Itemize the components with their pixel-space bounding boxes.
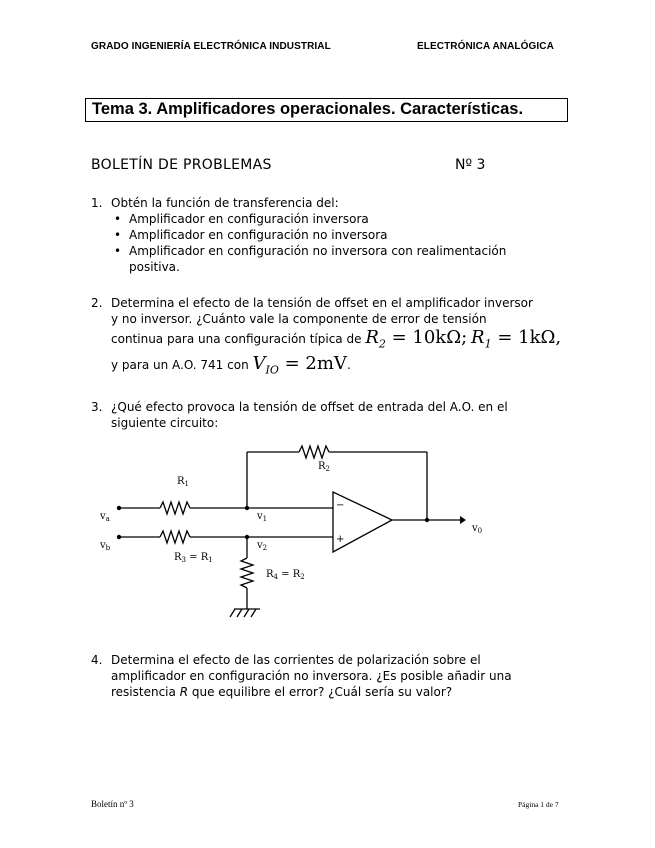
output-arrow-icon (460, 516, 466, 524)
problem-4-line-1: Determina el efecto de las corrientes de polarización sobre el (111, 653, 481, 667)
formula-vio: $V_{IO} = 2mV$ (252, 353, 347, 377)
problem-3-number: 3. (91, 400, 103, 414)
header-course: GRADO INGENIERÍA ELECTRÓNICA INDUSTRIAL (91, 41, 331, 52)
section-title: BOLETÍN DE PROBLEMAS (91, 157, 272, 173)
problem-4-line-2: amplificador en configuración no inversora. ¿Es posible añadir una (111, 669, 512, 683)
ground-hatch (237, 609, 242, 617)
opamp-plus: + (336, 534, 345, 545)
node-v1 (245, 506, 249, 510)
node-output (425, 518, 429, 522)
header-subject: ELECTRÓNICA ANALÓGICA (417, 41, 554, 52)
label-r3: $R_3 = R_1$ (174, 552, 213, 564)
problem-2-line-2: y no inversor. ¿Cuánto vale la componente de error de tensión (111, 312, 487, 326)
ground-hatch (230, 609, 235, 617)
formula-r2: $R_2 = 10k\Omega$; (365, 327, 468, 351)
problem-2-line-1: Determina el efecto de la tensión de offset en el amplificador inversor (111, 296, 533, 310)
label-r2: $R_2$ (318, 461, 330, 473)
resistor-r1 (160, 502, 190, 514)
ground-hatch (251, 609, 256, 617)
terminal-vb (117, 535, 121, 539)
problem-4-number: 4. (91, 653, 103, 667)
label-r1: $R_1$ (177, 476, 189, 488)
problem-2-line-4: y para un A.O. 741 con $V_{IO} = 2mV$. (111, 353, 351, 377)
problem-2-line-4-text: y para un A.O. 741 con (111, 358, 249, 372)
problem-1-bullet-1: Amplificador en configuración inversora (129, 212, 369, 226)
label-va: $v_a$ (100, 511, 110, 523)
problem-3-line-1: ¿Qué efecto provoca la tensión de offset de entrada del A.O. en el (111, 400, 508, 414)
footer-page: Página 1 de 7 (518, 800, 559, 809)
problem-1-text: Obtén la función de transferencia del: (111, 196, 339, 210)
problem-2-number: 2. (91, 296, 103, 310)
problem-1-bullet-3: Amplificador en configuración no inversora con realimentación (129, 244, 507, 258)
bullet-icon: • (114, 228, 122, 242)
footer-left: Boletín nº 3 (91, 799, 134, 809)
problem-1-bullet-2: Amplificador en configuración no inversora (129, 228, 388, 242)
bullet-icon: • (114, 244, 122, 258)
terminal-va (117, 506, 121, 510)
label-vb: $v_b$ (100, 540, 111, 552)
problem-1-number: 1. (91, 196, 103, 210)
resistor-r2 (299, 446, 329, 458)
node-v2 (245, 535, 249, 539)
label-r4: $R_4 = R_2$ (266, 569, 305, 581)
resistor-r4 (241, 558, 253, 588)
ground-hatch (244, 609, 249, 617)
page-title: Tema 3. Amplificadores operacionales. Características. (92, 100, 524, 118)
resistor-r3 (160, 531, 190, 543)
problem-2-line-3-text: continua para una configuración típica de (111, 332, 362, 346)
formula-r1: $R_1 = 1k\Omega$, (471, 327, 562, 351)
problem-3-line-2: siguiente circuito: (111, 416, 219, 430)
label-vo: $v_0$ (472, 523, 483, 535)
section-number: Nº 3 (455, 157, 486, 173)
label-v1: $v_1$ (257, 511, 268, 523)
problem-4-line-3: resistencia R que equilibre el error? ¿Cuál sería su valor? (111, 685, 453, 699)
problem-1-bullet-3-cont: positiva. (129, 260, 180, 274)
bullet-icon: • (114, 212, 122, 226)
label-v2: $v_2$ (257, 540, 268, 552)
opamp-minus: − (336, 500, 345, 511)
